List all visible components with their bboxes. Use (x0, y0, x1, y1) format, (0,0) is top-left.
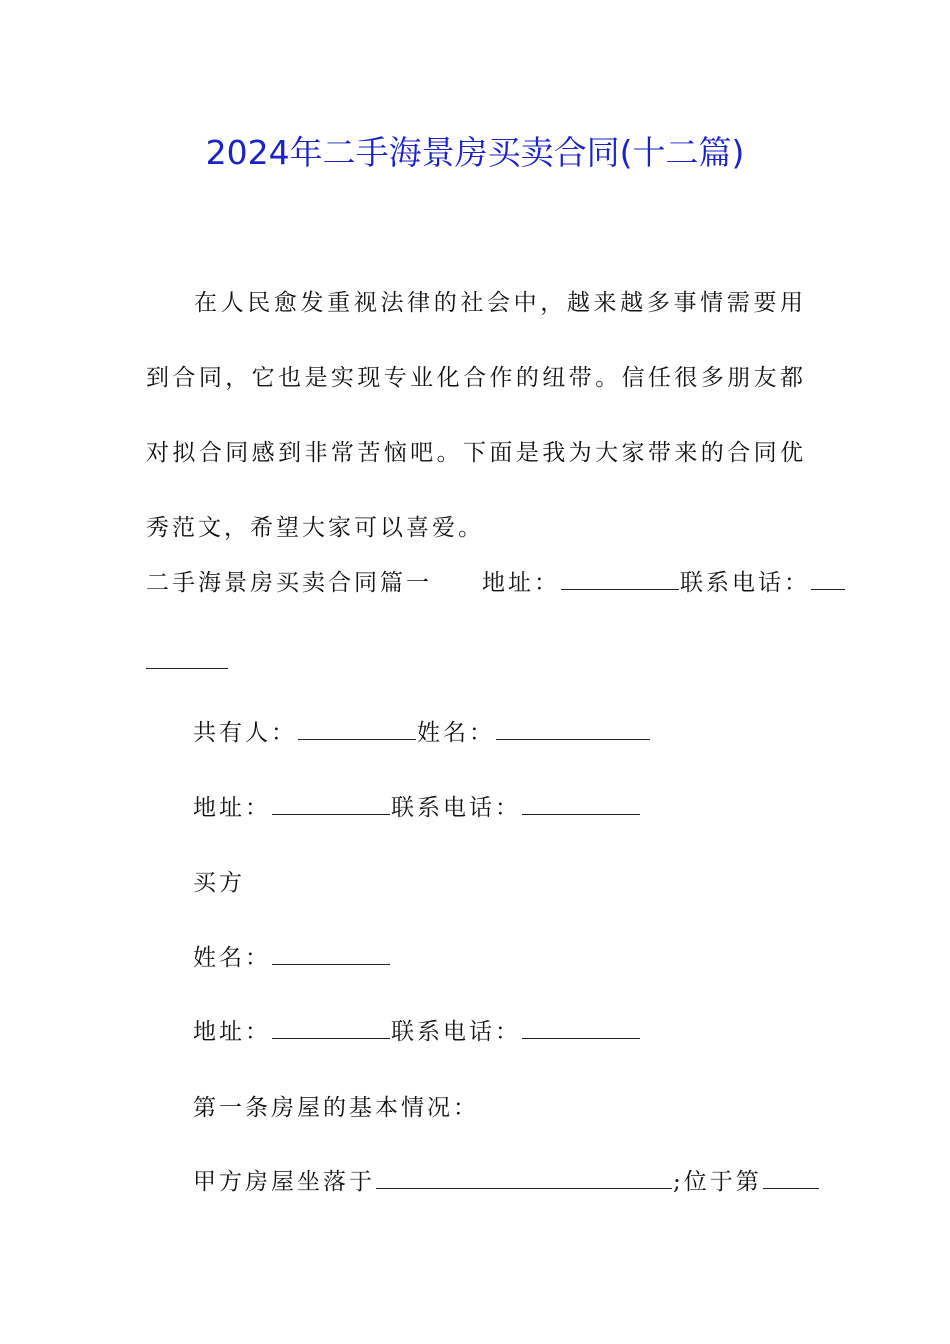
coowner-address-label: 地址： (193, 795, 271, 821)
buyer-address-line (193, 1015, 641, 1049)
intro-paragraph: 在人民愈发重视法律的社会中，越来越多事情需要用到合同，它也是实现专业化合作的纽带。信任很多朋友都对拟合同感到非常苦恼吧。下面是我为大家带来的合同优秀范文，希望大家可以喜爱。 (146, 290, 806, 541)
buyer-phone-blank (522, 1018, 640, 1039)
buyer-name-line (193, 941, 391, 975)
document-title: 2024年二手海景房买卖合同(十二篇) (205, 133, 745, 172)
buyer-heading: 买方 (193, 870, 245, 896)
coowner-line (193, 716, 651, 750)
seller-address-label: 地址： (482, 570, 560, 596)
article1-heading: 第一条房屋的基本情况： (193, 1095, 479, 1121)
seller-phone-label: 联系电话： (680, 570, 810, 596)
section-heading: 二手海景房买卖合同篇一 (146, 570, 432, 596)
house-location-line (193, 1165, 820, 1199)
buyer-name-blank (272, 944, 390, 965)
coowner-phone-blank (522, 794, 640, 815)
coowner-name-blank (496, 719, 650, 740)
coowner-blank (298, 719, 416, 740)
coowner-address-line (193, 791, 641, 825)
floor-blank (763, 1168, 819, 1189)
coowner-phone-label: 联系电话： (391, 795, 521, 821)
buyer-name-label: 姓名： (193, 945, 271, 971)
house-located-label: 甲方房屋坐落于 (193, 1169, 375, 1195)
floor-label: ;位于第 (673, 1169, 762, 1195)
coowner-label: 共有人： (193, 720, 297, 746)
seller-address-blank (561, 569, 679, 590)
section-heading-line (146, 566, 846, 600)
coowner-name-label: 姓名： (417, 720, 495, 746)
coowner-address-blank (272, 794, 390, 815)
seller-phone-blank-continued (146, 668, 228, 669)
house-location-blank (376, 1168, 672, 1189)
seller-phone-blank (811, 569, 845, 590)
buyer-phone-label: 联系电话： (391, 1019, 521, 1045)
buyer-address-blank (272, 1018, 390, 1039)
buyer-address-label: 地址： (193, 1019, 271, 1045)
